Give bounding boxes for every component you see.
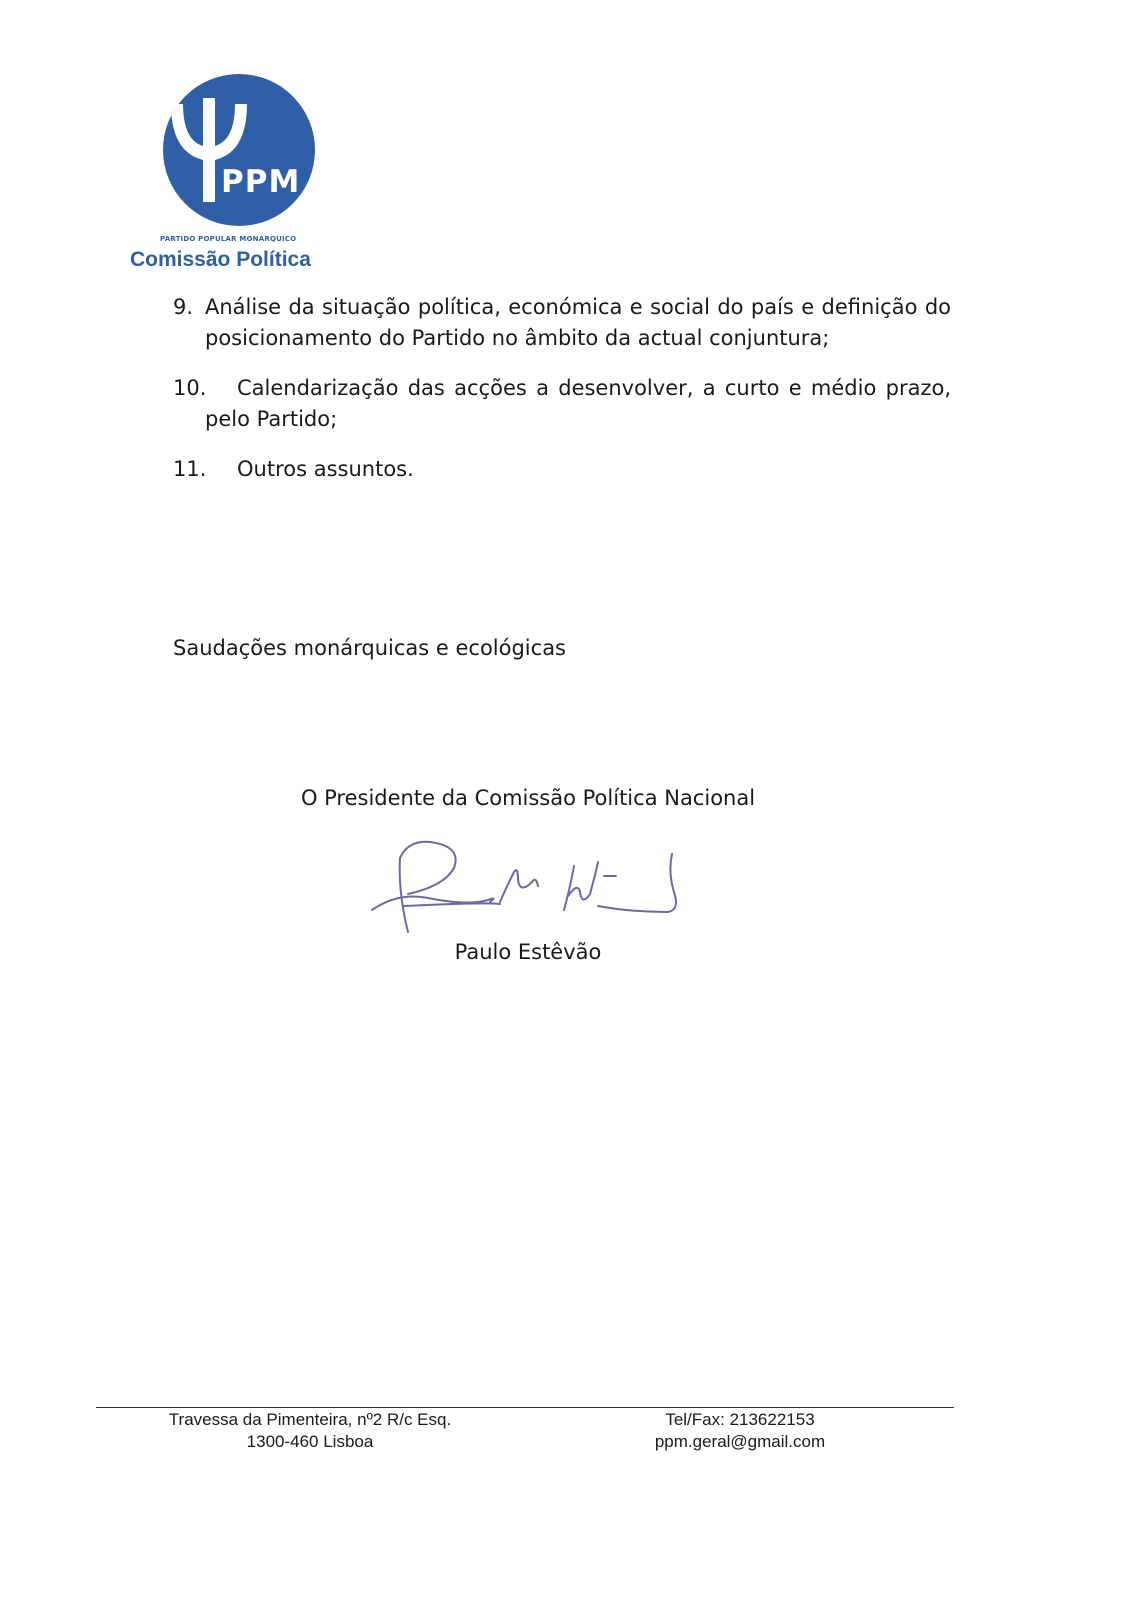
footer-address xyxy=(130,1409,490,1453)
agenda-item xyxy=(173,292,951,354)
address-line: 1300-460 Lisboa xyxy=(246,1432,374,1451)
closing-greeting: Saudações monárquicas e ecológicas xyxy=(173,636,567,660)
footer-contact xyxy=(560,1409,920,1453)
logo-emblem xyxy=(163,74,315,226)
agenda-item-text: Outros assuntos. xyxy=(237,457,414,481)
agenda-item-number: 9. xyxy=(173,295,194,319)
logo-party-name: PARTIDO POPULAR MONÁRQUICO xyxy=(160,235,297,243)
footer-phone: Tel/Fax: 213622153 xyxy=(665,1410,815,1429)
agenda-item xyxy=(173,454,951,485)
logo-department: Comissão Política xyxy=(130,248,311,271)
agenda-list xyxy=(173,292,951,504)
handwritten-signature xyxy=(368,832,688,940)
address-line: Travessa da Pimenteira, nº2 R/c Esq. xyxy=(168,1410,452,1429)
agenda-item-number: 10. xyxy=(173,376,207,400)
signer-name: Paulo Estêvão xyxy=(454,940,602,964)
footer-email: ppm.geral@gmail.com xyxy=(654,1432,826,1451)
signer-role: O Presidente da Comissão Política Nacional xyxy=(300,786,756,810)
agenda-item-text: Análise da situação política, económica e social do país e definição do posicionamento do Partido no âmbito da actual conjuntura; xyxy=(205,295,951,350)
agenda-item xyxy=(173,373,951,435)
footer-divider xyxy=(96,1407,954,1408)
agenda-item-number: 11. xyxy=(173,457,207,481)
trident-icon xyxy=(163,74,315,226)
agenda-item-text: Calendarização das acções a desenvolver, a curto e médio prazo, pelo Partido; xyxy=(205,376,951,431)
logo-mark: PPM xyxy=(221,164,301,200)
party-logo xyxy=(128,70,348,285)
